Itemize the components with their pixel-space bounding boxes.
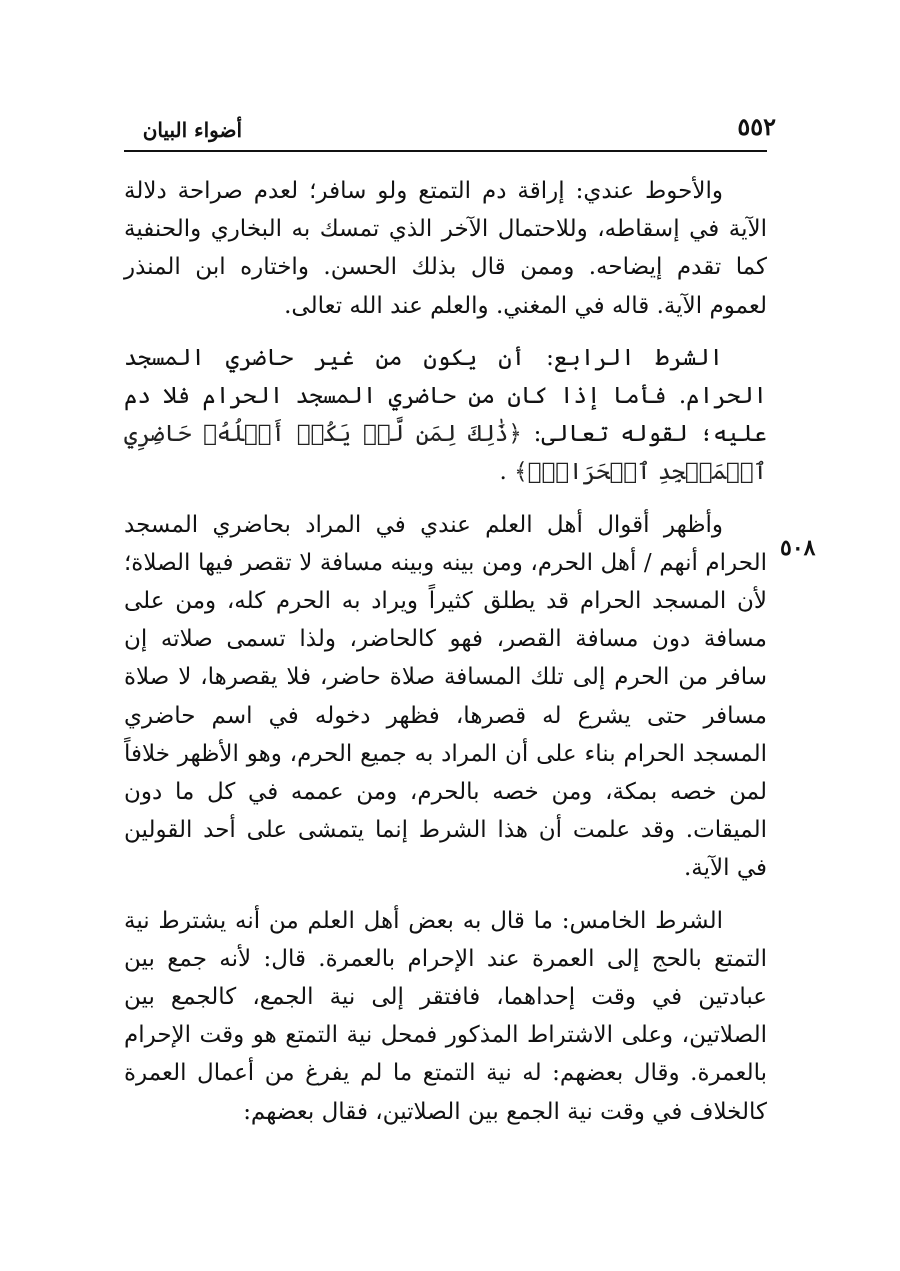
paragraph-2-text: الشرط الرابع: أن يكون من غير حاضري المسجد الحرام. فأما إذا كان من حاضري المسجد الحرام فلا دم عليه؛ لقوله تعالى: — [124, 344, 768, 448]
paragraph-2 — [124, 339, 767, 492]
header-rule — [124, 150, 767, 152]
body-text — [124, 172, 767, 1131]
original-page-marker: ٥٠٨ — [780, 535, 816, 561]
running-header — [124, 112, 776, 148]
paragraph-3: وأظهر أقوال أهل العلم عندي في المراد بحاضري المسجد الحرام أنهم / أهل الحرم، ومن بينه وبينه مسافة لا تقصر فيها الصلاة؛ لأن المسجد الحرام قد يطلق كثيراً ويراد به الحرم كله، ومن على مسافة دون مسافة القصر، فهو كالحاضر، ولذا تسمى صلاته إن سافر من الحرم إلى تلك المسافة صلاة حاضر، فلا يقصرها، لا صلاة مسافر حتى يشرع له قصرها، فظهر دخوله في اسم حاضري المسجد الحرام بناء على أن المراد به جميع الحرم، وهو الأظهر خلافاً لمن خصه بمكة، ومن خصه بالحرم، ومن عممه في كل ما دون الميقات. وقد علمت أن هذا الشرط إنما يتمشى على أحد القولين في الآية. — [124, 511, 767, 882]
paragraph-1: والأحوط عندي: إراقة دم التمتع ولو سافر؛ لعدم صراحة دلالة الآية في إسقاطه، وللاحتمال الآخر الذي تمسك به البخاري والحنفية كما تقدم إيضاحه. وممن قال بذلك الحسن. واختاره ابن المنذر لعموم الآية. قاله في المغني. والعلم عند الله تعالى. — [124, 178, 767, 319]
verse-end-mark: . — [499, 459, 507, 486]
quran-verse: ﴿ذَٰلِكَ لِمَن لَّمۡ يَكُنۡ أَهۡلُهُۥ حَاضِرِي ٱلۡمَسۡجِدِ ٱلۡحَرَامِۚ﴾ — [124, 421, 767, 486]
page-number: ٥٥٢ — [737, 112, 776, 141]
paragraph-4: الشرط الخامس: ما قال به بعض أهل العلم من أنه يشترط نية التمتع بالحج إلى العمرة عند الإحرام بالعمرة. قال: لأنه جمع بين عبادتين في وقت إحداهما، فافتقر إلى نية الجمع، كالجمع بين الصلاتين، وعلى الاشتراط المذكور فمحل نية التمتع هو وقت الإحرام بالعمرة. وقال بعضهم: له نية التمتع ما لم يفرغ من أعمال العمرة كالخلاف في وقت نية الجمع بين الصلاتين، فقال بعضهم: — [124, 907, 767, 1125]
book-title: أضواء البيان — [142, 118, 242, 142]
